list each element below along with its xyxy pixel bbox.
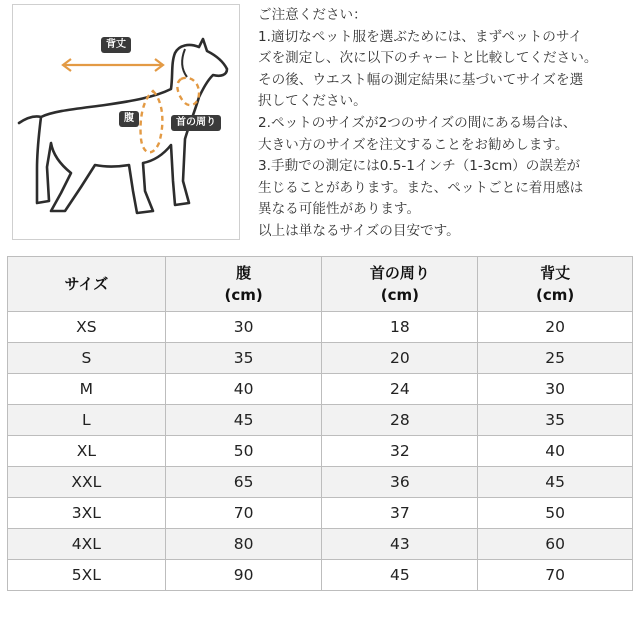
notes-line: 2.ペットのサイズが2つのサイズの間にある場合は、 (258, 114, 577, 131)
table-row (8, 467, 633, 498)
belly-cell: 45 (165, 405, 322, 436)
back-length-cell: 40 (478, 436, 633, 467)
neck-cell: 37 (322, 498, 478, 529)
table-row (8, 529, 633, 560)
neck-cell: 20 (322, 343, 478, 374)
table-row (8, 405, 633, 436)
belly-label: 腹 (119, 111, 139, 127)
back-length-label: 背丈 (101, 37, 131, 53)
notes-line: 生じることがあります。また、ペットごとに着用感は (258, 179, 584, 196)
neck-cell: 36 (322, 467, 478, 498)
belly-cell: 65 (165, 467, 322, 498)
belly-cell: 30 (165, 312, 322, 343)
back-length-cell: 60 (478, 529, 633, 560)
notes-line: 択してください。 (258, 93, 367, 110)
belly-cell: 90 (165, 560, 322, 591)
notes-line: 異なる可能性があります。 (258, 201, 421, 218)
belly-cell: 80 (165, 529, 322, 560)
size-cell: L (8, 405, 166, 436)
back-length-cell: 20 (478, 312, 633, 343)
belly-cell: 35 (165, 343, 322, 374)
table-row (8, 560, 633, 591)
notes-line: 以上は単なるサイズの目安です。 (258, 222, 460, 239)
header-back-length: 背丈 (cm) (478, 257, 633, 312)
back-length-cell: 45 (478, 467, 633, 498)
neck-cell: 24 (322, 374, 478, 405)
neck-cell: 28 (322, 405, 478, 436)
notes-line: その後、ウエスト幅の測定結果に基づいてサイズを選 (258, 71, 584, 88)
size-cell: XS (8, 312, 166, 343)
neck-cell: 43 (322, 529, 478, 560)
neck-cell: 32 (322, 436, 478, 467)
header-neck: 首の周り (cm) (322, 257, 478, 312)
header-size: サイズ (8, 257, 166, 312)
notes-line: 3.手動での測定には0.5-1インチ（1-3cm）の誤差が (258, 158, 581, 175)
belly-cell: 50 (165, 436, 322, 467)
neck-cell: 18 (322, 312, 478, 343)
size-cell: 5XL (8, 560, 166, 591)
size-cell: XL (8, 436, 166, 467)
size-cell: M (8, 374, 166, 405)
header-belly: 腹 (cm) (165, 257, 322, 312)
size-notes (258, 5, 638, 243)
table-row (8, 436, 633, 467)
back-length-cell: 25 (478, 343, 633, 374)
notes-line: 1.適切なペット服を選ぶためには、まずペットのサイ (258, 28, 583, 45)
size-cell: S (8, 343, 166, 374)
back-length-cell: 30 (478, 374, 633, 405)
table-row (8, 374, 633, 405)
size-chart-table (7, 256, 633, 591)
notes-line: 大きい方のサイズを注文することをお勧めします。 (258, 136, 569, 153)
size-cell: XXL (8, 467, 166, 498)
size-cell: 3XL (8, 498, 166, 529)
belly-cell: 40 (165, 374, 322, 405)
notes-line: ズを測定し、次に以下のチャートと比較してください。 (258, 50, 598, 67)
back-length-cell: 70 (478, 560, 633, 591)
neck-label: 首の周り (171, 115, 221, 131)
table-header-row (8, 257, 633, 312)
table-row (8, 498, 633, 529)
table-row (8, 343, 633, 374)
dog-measurement-illustration (12, 4, 240, 240)
neck-cell: 45 (322, 560, 478, 591)
size-cell: 4XL (8, 529, 166, 560)
belly-cell: 70 (165, 498, 322, 529)
back-length-cell: 35 (478, 405, 633, 436)
table-row (8, 312, 633, 343)
notes-heading: ご注意ください： (258, 7, 367, 23)
back-length-cell: 50 (478, 498, 633, 529)
